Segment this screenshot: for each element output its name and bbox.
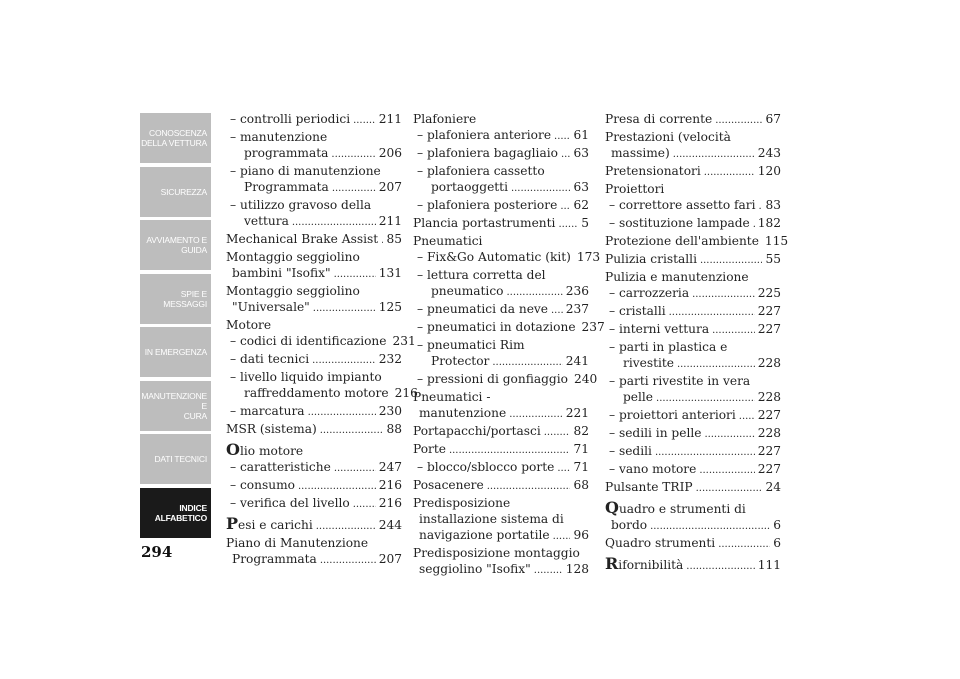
page-reference[interactable]: 62 <box>573 198 589 212</box>
page-reference[interactable]: 216 <box>378 478 402 492</box>
dot-leader <box>353 495 376 513</box>
page-reference[interactable]: 247 <box>378 460 402 474</box>
index-entry-text: Protezione dell'ambiente <box>605 234 759 248</box>
index-entry-text: – parti in plastica e <box>609 340 728 354</box>
index-entry-text: Pneumatici <box>413 234 483 248</box>
page-reference[interactable]: 68 <box>573 478 589 492</box>
page-reference[interactable]: 88 <box>386 422 402 436</box>
index-entry-text: Pulsante TRIP <box>605 480 693 494</box>
index-entry[interactable] <box>413 495 589 545</box>
page-reference[interactable]: 173 <box>576 250 601 264</box>
page-reference[interactable]: 227 <box>757 408 781 422</box>
chapter-tab-label: SICUREZZA <box>160 186 207 197</box>
index-entry-text: – pressioni di gonfiaggio <box>417 372 568 386</box>
dot-leader <box>753 215 755 233</box>
dot-leader <box>353 111 376 129</box>
index-entry-text: – proiettori anteriori <box>609 408 736 422</box>
dot-leader <box>699 461 754 479</box>
dot-leader <box>656 389 755 407</box>
chapter-tab-label: MANUTENZIONE E CURA <box>141 390 207 421</box>
dot-leader <box>334 459 376 477</box>
index-entry-text: – parti rivestite in vera <box>609 374 751 388</box>
index-entry[interactable] <box>605 339 781 373</box>
index-entry[interactable] <box>413 163 589 197</box>
page-reference[interactable]: 228 <box>757 426 781 440</box>
index-entry-text: – lettura corretta del <box>417 268 546 282</box>
index-entry-text: seggiolino "Isofix" <box>419 562 531 576</box>
page-reference[interactable]: 207 <box>378 180 402 194</box>
chapter-tab-7[interactable] <box>140 434 211 484</box>
dot-leader <box>700 251 763 269</box>
page-reference[interactable]: 237 <box>565 302 589 316</box>
index-entry-text: Plafoniere <box>413 112 477 126</box>
index-entry-text: Programmata <box>232 552 317 566</box>
index-entry[interactable] <box>226 495 402 513</box>
dot-leader <box>696 479 763 497</box>
index-entry[interactable] <box>605 129 781 163</box>
chapter-tab-label: IN EMERGENZA <box>144 347 207 357</box>
page-reference[interactable]: 83 <box>765 198 781 212</box>
index-entry[interactable] <box>605 233 789 251</box>
index-entry-text: – sedili <box>609 444 652 458</box>
dot-leader <box>320 421 384 439</box>
dot-leader <box>332 179 376 197</box>
dot-leader <box>686 557 754 575</box>
page-reference[interactable]: 5 <box>581 216 589 230</box>
index-entry-text: – cristalli <box>609 304 666 318</box>
index-entry-text: Pulizia e manutenzione <box>605 270 749 284</box>
index-entry[interactable] <box>605 303 781 321</box>
dot-leader <box>511 179 571 197</box>
page-reference[interactable]: 216 <box>394 386 418 400</box>
index-entry-text: rivestite <box>623 356 674 370</box>
index-entry-text: – Fix&Go Automatic (kit) <box>417 250 571 264</box>
index-entry-text: Proiettori <box>605 182 665 196</box>
index-entry[interactable] <box>605 269 781 285</box>
index-entry[interactable] <box>413 389 589 423</box>
dot-leader <box>673 145 755 163</box>
index-entry[interactable] <box>226 249 402 283</box>
index-entry-text: Programmata <box>244 180 329 194</box>
index-entry-text: pelle <box>623 390 654 404</box>
index-entry-text: – pneumatici Rim <box>417 338 525 352</box>
chapter-tab-5[interactable] <box>140 327 211 377</box>
chapter-tab-label: INDICE ALFABETICO <box>154 502 207 523</box>
page-reference[interactable]: 241 <box>565 354 589 368</box>
dot-leader <box>692 285 755 303</box>
index-entry-text: programmata <box>244 146 329 160</box>
index-entry[interactable] <box>226 129 402 163</box>
dot-leader <box>560 197 570 215</box>
index-entry-text: – sedili in pelle <box>609 426 702 440</box>
index-entry[interactable] <box>226 197 402 231</box>
index-entry[interactable] <box>605 535 781 553</box>
dot-leader <box>669 303 755 321</box>
index-entry[interactable] <box>226 421 402 439</box>
index-entry-text: Quadro strumenti <box>605 536 716 550</box>
dot-leader <box>677 355 755 373</box>
index-entry-text: – livello liquido impianto <box>230 370 382 384</box>
dot-leader <box>320 551 376 569</box>
index-entry[interactable] <box>226 459 402 477</box>
index-entry[interactable] <box>413 197 589 215</box>
chapter-tab-1[interactable] <box>140 113 211 163</box>
index-entry-text: Montaggio seggiolino <box>226 284 360 298</box>
index-entry[interactable] <box>226 351 402 369</box>
index-entry[interactable] <box>226 333 416 351</box>
dot-leader <box>715 111 762 129</box>
index-entry-text: raffreddamento motore <box>244 386 389 400</box>
index-entry[interactable] <box>413 477 589 495</box>
chapter-tab-label: SPIE E MESSAGGI <box>163 288 207 309</box>
dot-leader <box>551 301 563 319</box>
dot-leader <box>292 213 376 231</box>
index-entry[interactable] <box>413 301 589 319</box>
index-entry[interactable] <box>413 545 589 579</box>
dot-leader <box>487 477 571 495</box>
index-entry[interactable] <box>605 407 781 425</box>
index-entry[interactable] <box>605 197 781 215</box>
chapter-tab-6[interactable] <box>140 381 211 431</box>
page-reference[interactable]: 211 <box>378 214 402 228</box>
page-reference[interactable]: 6 <box>773 518 781 532</box>
page-reference[interactable]: 82 <box>573 424 589 438</box>
page-reference[interactable]: 6 <box>773 536 781 550</box>
dot-leader <box>312 351 376 369</box>
index-entry-text: Rifornibilità <box>605 554 684 573</box>
index-entry-text: – pneumatici da neve <box>417 302 548 316</box>
chapter-tab-label: DATI TECNICI <box>154 454 207 464</box>
index-entry[interactable] <box>226 231 402 249</box>
index-entry-text: – caratteristiche <box>230 460 331 474</box>
index-entry-text: Mechanical Brake Assist <box>226 232 379 246</box>
page-reference[interactable]: 228 <box>757 356 781 370</box>
index-entry[interactable] <box>605 251 781 269</box>
index-entry-text: Pulizia cristalli <box>605 252 697 266</box>
dot-leader <box>553 527 571 545</box>
page-reference[interactable]: 24 <box>765 480 781 494</box>
dot-leader <box>718 535 770 553</box>
index-entry[interactable] <box>413 215 589 233</box>
index-column-2 <box>413 111 605 579</box>
index-entry-text: Predisposizione montaggio <box>413 546 580 560</box>
index-entry-text: portaoggetti <box>431 180 508 194</box>
dot-leader <box>492 353 562 371</box>
index-entry-text: vettura <box>244 214 289 228</box>
index-entry[interactable] <box>226 111 402 129</box>
index-entry[interactable] <box>413 267 589 301</box>
index-entry[interactable] <box>413 423 589 441</box>
index-entry[interactable] <box>413 127 589 145</box>
index-entry[interactable] <box>413 233 589 249</box>
chapter-tab-4[interactable] <box>140 274 211 324</box>
dot-leader <box>557 459 570 477</box>
index-entry-text: Quadro e strumenti di <box>605 498 746 517</box>
dot-leader <box>704 163 755 181</box>
page-reference[interactable]: 216 <box>378 496 402 510</box>
index-entry-text: – correttore assetto fari <box>609 198 756 212</box>
index-entry-text: – pneumatici in dotazione <box>417 320 576 334</box>
index-entry-text: Posacenere <box>413 478 484 492</box>
page-reference[interactable]: 85 <box>386 232 402 246</box>
index-entry-text: – interni vettura <box>609 322 710 336</box>
index-entry[interactable] <box>413 111 589 127</box>
index-entry[interactable] <box>605 215 781 233</box>
index-entry-text: – codici di identificazione <box>230 334 387 348</box>
page-reference[interactable]: 227 <box>757 304 781 318</box>
index-entry-text: "Universale" <box>232 300 310 314</box>
index-entry-text: – blocco/sblocco porte <box>417 460 555 474</box>
index-column-1 <box>226 111 418 569</box>
index-entry-text: Pretensionatori <box>605 164 701 178</box>
page-reference[interactable]: 240 <box>573 372 598 386</box>
chapter-tab-label: CONOSCENZA DELLA VETTURA <box>141 128 207 148</box>
page-reference[interactable]: 232 <box>378 352 402 366</box>
chapter-tab-3[interactable] <box>140 220 211 270</box>
index-entry[interactable] <box>226 477 402 495</box>
index-entry[interactable] <box>413 371 598 389</box>
page-reference[interactable]: 221 <box>565 406 589 420</box>
index-entry[interactable] <box>605 285 781 303</box>
dot-leader <box>759 197 763 215</box>
index-entry-text: pneumatico <box>431 284 504 298</box>
index-entry-text: – plafoniera posteriore <box>417 198 558 212</box>
index-entry[interactable] <box>605 181 781 197</box>
index-entry[interactable] <box>226 535 402 569</box>
dot-leader <box>313 299 376 317</box>
page-reference[interactable]: 128 <box>565 562 589 576</box>
index-entry-text: bordo <box>611 518 648 532</box>
index-entry[interactable] <box>413 441 589 459</box>
index-entry-text: – piano di manutenzione <box>230 164 381 178</box>
index-entry-text: – sostituzione lampade <box>609 216 750 230</box>
page-reference[interactable]: 225 <box>757 286 781 300</box>
dot-leader <box>507 283 563 301</box>
page-reference[interactable]: 237 <box>581 320 605 334</box>
page-reference[interactable]: 111 <box>757 558 781 572</box>
index-entry-text: installazione sistema di <box>419 512 564 526</box>
page-reference[interactable]: 228 <box>757 390 781 404</box>
dot-leader <box>449 441 571 459</box>
index-entry-text: – marcatura <box>230 404 305 418</box>
chapter-tab-2[interactable] <box>140 167 211 217</box>
page-reference[interactable]: 67 <box>765 112 781 126</box>
page-reference[interactable]: 227 <box>757 322 781 336</box>
index-entry[interactable] <box>605 111 781 129</box>
index-entry-text: Olio motore <box>226 440 304 459</box>
page-reference[interactable]: 120 <box>757 164 781 178</box>
page-reference[interactable]: 211 <box>378 112 402 126</box>
index-entry[interactable] <box>226 163 402 197</box>
index-entry[interactable] <box>605 373 781 407</box>
index-entry[interactable] <box>605 425 781 443</box>
index-entry-text: Montaggio seggiolino <box>226 250 360 264</box>
index-entry-text: Pneumatici - <box>413 390 491 404</box>
page-reference[interactable]: 227 <box>757 444 781 458</box>
dot-leader <box>316 517 376 535</box>
index-entry-text: Plancia portastrumenti <box>413 216 556 230</box>
page-reference[interactable]: 182 <box>757 216 781 230</box>
page-reference[interactable]: 244 <box>378 518 402 532</box>
index-entry[interactable] <box>605 443 781 461</box>
index-entry[interactable] <box>226 516 402 535</box>
chapter-sidebar <box>140 113 211 541</box>
page-reference[interactable]: 131 <box>378 266 402 280</box>
index-entry[interactable] <box>226 283 402 317</box>
chapter-tab-label: AVVIAMENTO E GUIDA <box>146 235 207 255</box>
index-entry-text: – consumo <box>230 478 295 492</box>
page-reference[interactable]: 61 <box>573 128 589 142</box>
page-number: 294 <box>141 543 173 561</box>
index-entry-text: – utilizzo gravoso della <box>230 198 372 212</box>
dot-leader <box>334 265 376 283</box>
index-entry[interactable] <box>605 461 781 479</box>
page-reference[interactable]: 207 <box>378 552 402 566</box>
index-entry[interactable] <box>413 459 589 477</box>
index-entry[interactable] <box>605 321 781 339</box>
dot-leader <box>704 425 754 443</box>
index-entry[interactable] <box>226 442 402 459</box>
page-reference[interactable]: 71 <box>573 460 589 474</box>
index-entry-text: Piano di Manutenzione <box>226 536 369 550</box>
dot-leader <box>544 423 571 441</box>
index-entry-text: – vano motore <box>609 462 697 476</box>
index-column-3 <box>605 111 789 575</box>
page-reference[interactable]: 115 <box>764 234 789 248</box>
index-entry-text: – verifica del livello <box>230 496 350 510</box>
index-entry-text: MSR (sistema) <box>226 422 317 436</box>
index-entry[interactable] <box>413 145 589 163</box>
page-reference[interactable]: 206 <box>378 146 402 160</box>
index-entry-text: Protector <box>431 354 490 368</box>
dot-leader <box>534 561 563 579</box>
dot-leader <box>331 145 375 163</box>
dot-leader <box>739 407 755 425</box>
page-reference[interactable]: 63 <box>573 180 589 194</box>
page-reference[interactable]: 231 <box>392 334 416 348</box>
index-entry[interactable] <box>413 319 605 337</box>
index-entry[interactable] <box>413 249 601 267</box>
index-entry-text: Motore <box>226 318 272 332</box>
index-entry-text: – carrozzeria <box>609 286 690 300</box>
dot-leader <box>554 127 570 145</box>
page-reference[interactable]: 243 <box>757 146 781 160</box>
index-entry-text: Portapacchi/portasci <box>413 424 541 438</box>
index-entry-text: Pesi e carichi <box>226 514 313 533</box>
page-reference[interactable]: 96 <box>573 528 589 542</box>
page-reference[interactable]: 125 <box>378 300 402 314</box>
chapter-tab-8[interactable] <box>140 488 211 538</box>
index-entry-text: bambini "Isofix" <box>232 266 331 280</box>
index-entry-text: – controlli periodici <box>230 112 351 126</box>
page-reference[interactable]: 71 <box>573 442 589 456</box>
page-reference[interactable]: 236 <box>565 284 589 298</box>
page-reference[interactable]: 230 <box>378 404 402 418</box>
dot-leader <box>381 231 383 249</box>
dot-leader <box>650 517 770 535</box>
index-entry[interactable] <box>226 369 418 403</box>
index-entry[interactable] <box>413 337 589 371</box>
index-entry-text: Prestazioni (velocità <box>605 130 731 144</box>
page-reference[interactable]: 55 <box>765 252 781 266</box>
dot-leader <box>655 443 755 461</box>
index-entry-text: – plafoniera anteriore <box>417 128 552 142</box>
index-entry-text: Presa di corrente <box>605 112 713 126</box>
dot-leader <box>712 321 755 339</box>
dot-leader <box>561 145 571 163</box>
index-entry-text: Predisposizione <box>413 496 511 510</box>
index-entry[interactable] <box>226 403 402 421</box>
index-entry-text: – dati tecnici <box>230 352 310 366</box>
index-entry-text: Porte <box>413 442 446 456</box>
index-entry-text: massime) <box>611 146 670 160</box>
dot-leader <box>558 215 578 233</box>
page-reference[interactable]: 227 <box>757 462 781 476</box>
index-entry-text: – manutenzione <box>230 130 328 144</box>
dot-leader <box>308 403 376 421</box>
index-entry-text: manutenzione <box>419 406 507 420</box>
index-entry-text: – plafoniera bagagliaio <box>417 146 558 160</box>
dot-leader <box>509 405 563 423</box>
index-entry-text: – plafoniera cassetto <box>417 164 545 178</box>
index-entry[interactable] <box>605 556 781 575</box>
index-entry[interactable] <box>605 479 781 497</box>
dot-leader <box>298 477 376 495</box>
index-entry[interactable] <box>605 500 781 535</box>
page-reference[interactable]: 63 <box>573 146 589 160</box>
index-entry[interactable] <box>226 317 402 333</box>
index-entry[interactable] <box>605 163 781 181</box>
index-entry-text: navigazione portatile <box>419 528 550 542</box>
